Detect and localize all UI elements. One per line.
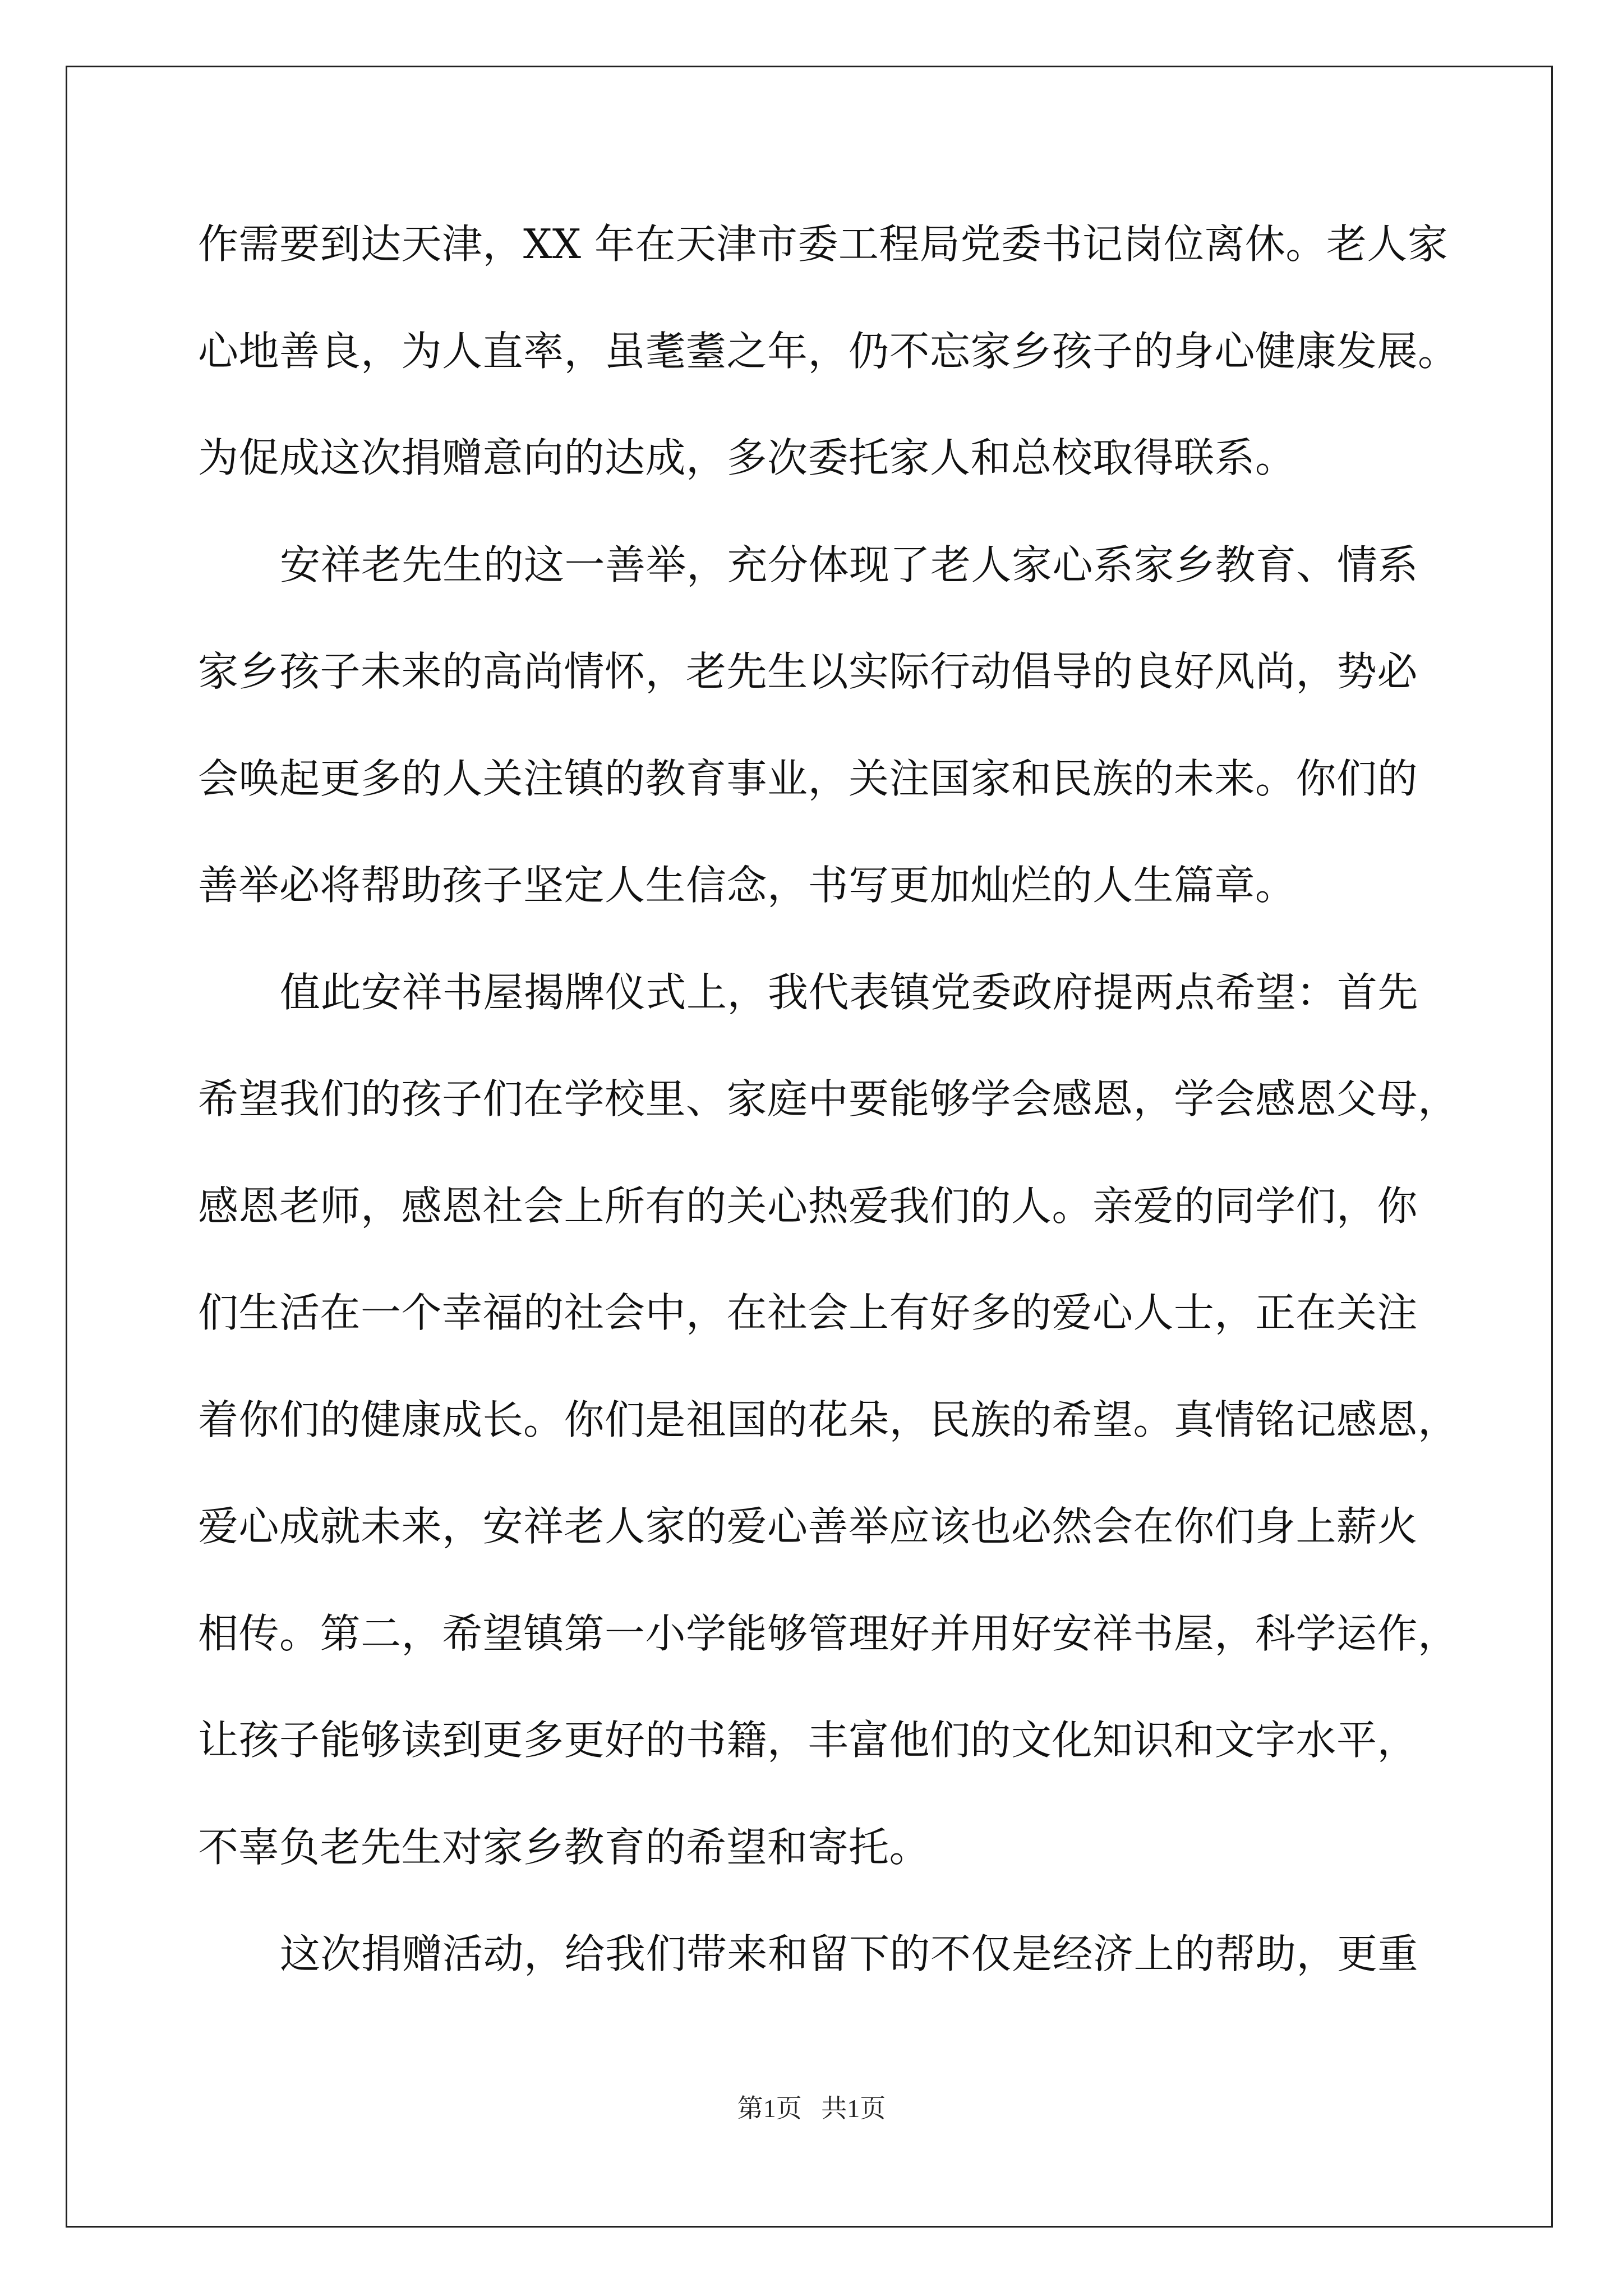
text-line: 家乡孩子未来的高尚情怀，老先生以实际行动倡导的良好风尚，势必 [198,648,1418,695]
text-line: 们生活在一个幸福的社会中，在社会上有好多的爱心人士，正在关注 [198,1289,1418,1336]
document-body [198,213,1459,2030]
text-line: 希望我们的孩子们在学校里、家庭中要能够学会感恩，学会感恩父母， [198,1075,1459,1122]
paragraph-start-line: 值此安祥书屋揭牌仪式上，我代表镇党委政府提两点希望：首先 [280,968,1419,1016]
text-line: 相传。第二，希望镇第一小学能够管理好并用好安祥书屋，科学运作， [198,1609,1459,1657]
text-line: 善举必将帮助孩子坚定人生信念，书写更加灿烂的人生篇章。 [198,862,1296,909]
paragraph-start-line: 安祥老先生的这一善举，充分体现了老人家心系家乡教育、情系 [280,541,1419,588]
text-line: 爱心成就未来，安祥老人家的爱心善举应该也必然会在你们身上薪火 [198,1503,1418,1550]
text-line: 让孩子能够读到更多更好的书籍，丰富他们的文化知识和文字水平， [198,1717,1418,1764]
text-line: 为促成这次捐赠意向的达成，多次委托家人和总校取得联系。 [198,434,1296,481]
text-line: 着你们的健康成长。你们是祖国的花朵，民族的希望。真情铭记感恩， [198,1396,1459,1443]
text-line: 感恩老师，感恩社会上所有的关心热爱我们的人。亲爱的同学们，你 [198,1182,1418,1230]
page-number-footer: 第1页 共1页 [737,2094,886,2123]
text-line: 心地善良，为人直率，虽耄耋之年，仍不忘家乡孩子的身心健康发展。 [198,327,1459,375]
text-line: 会唤起更多的人关注镇的教育事业，关注国家和民族的未来。你们的 [198,754,1418,802]
text-line: 作需要到达天津，XX 年在天津市委工程局党委书记岗位离休。老人家 [198,220,1449,268]
text-line: 不辜负老先生对家乡教育的希望和寄托。 [198,1823,930,1871]
paragraph-start-line: 这次捐赠活动，给我们带来和留下的不仅是经济上的帮助，更重 [280,1930,1419,1977]
